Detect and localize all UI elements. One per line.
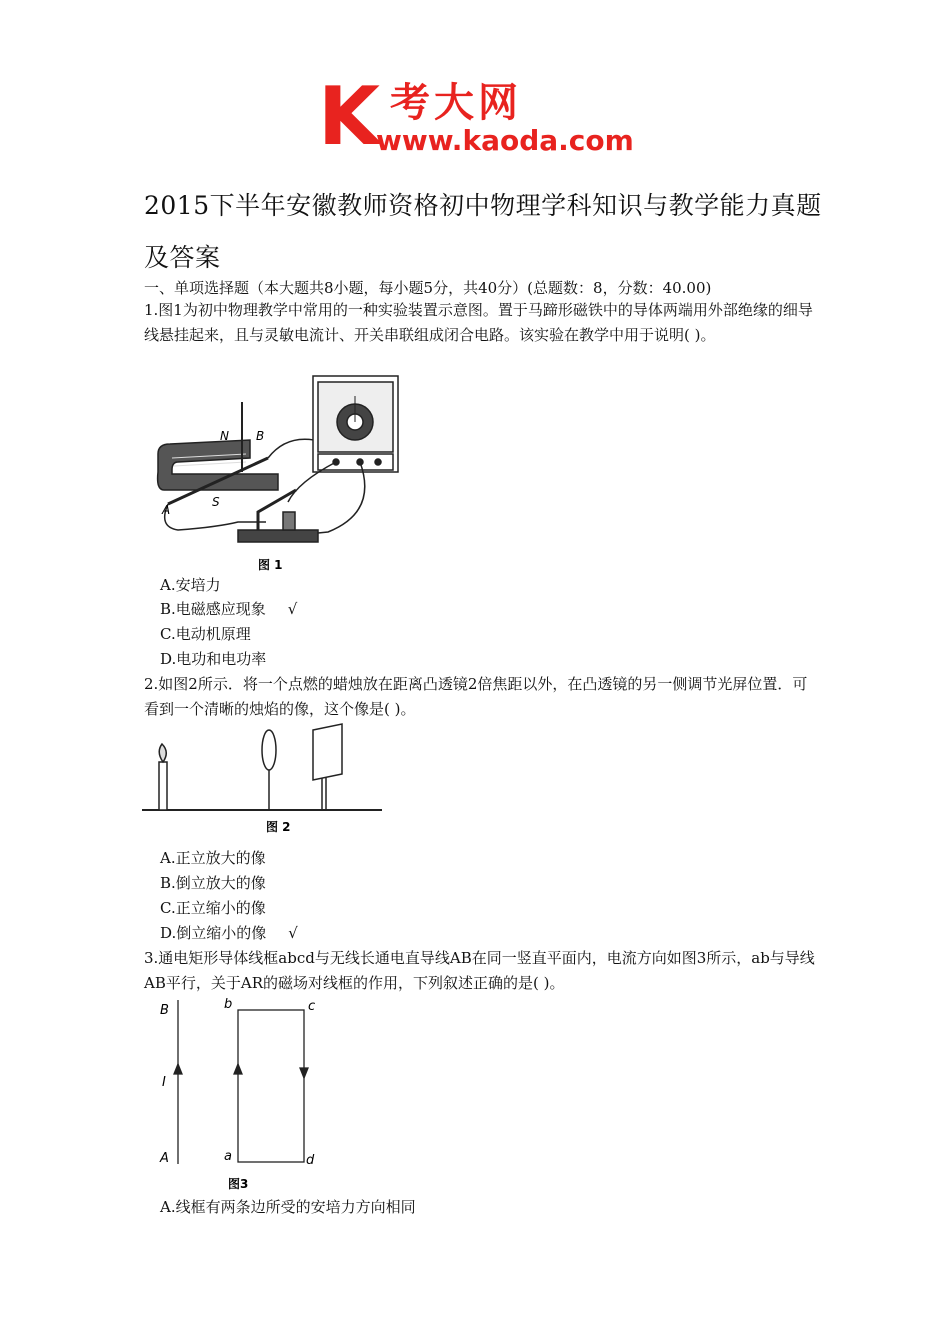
figure-3-label-current: I bbox=[162, 1075, 166, 1090]
question-2-option-b: B.倒立放大的像 bbox=[160, 874, 266, 892]
question-3-option-a: A.线框有两条边所受的安培力方向相同 bbox=[160, 1198, 416, 1216]
question-3-stem: 3.通电矩形导体线框abcd与无线长通电直导线AB在同一竖直平面内，电流方向如图3所示，ab与导线AB平行，关于AR的磁场对线框的作用，下列叙述正确的是( )。 bbox=[144, 949, 815, 992]
figure-2-caption: 图 2 bbox=[266, 820, 291, 834]
figure-1-apparatus bbox=[138, 372, 418, 577]
logo-brand-cn: 考大网 bbox=[390, 80, 522, 126]
logo-graphic bbox=[318, 78, 638, 160]
answer-check-mark: √ bbox=[287, 600, 298, 618]
figure-3-label-c: c bbox=[308, 999, 316, 1014]
question-2-option-c: C.正立缩小的像 bbox=[160, 899, 266, 917]
figure-3-label-b-upper: B bbox=[160, 1003, 169, 1018]
question-1-option-a: A.安培力 bbox=[160, 576, 221, 594]
figure-1-label-b: B bbox=[256, 429, 265, 443]
question-1-option-c: C.电动机原理 bbox=[160, 625, 251, 643]
figure-2-optics bbox=[142, 722, 387, 837]
figure-1-label-a: A bbox=[162, 503, 171, 517]
question-1-option-b: B.电磁感应现象 √ bbox=[160, 600, 298, 618]
document-title: 2015下半年安徽教师资格初中物理学科知识与教学能力真题及答案 bbox=[144, 191, 822, 272]
figure-3-label-b: b bbox=[224, 997, 233, 1012]
figure-3-label-a: a bbox=[224, 1149, 232, 1164]
logo-brand-url: www.kaoda.com bbox=[376, 124, 634, 157]
figure-3-caption: 图3 bbox=[228, 1177, 249, 1191]
question-2-option-d: D.倒立缩小的像 √ bbox=[160, 924, 298, 942]
logo-k-letter: K bbox=[318, 78, 380, 160]
figure-3-label-a-upper: A bbox=[160, 1151, 169, 1166]
kaoda-logo bbox=[318, 78, 638, 160]
figure-1-label-s: S bbox=[212, 495, 220, 509]
figure-1-label-n: N bbox=[220, 429, 229, 443]
question-2-option-a: A.正立放大的像 bbox=[160, 849, 266, 867]
figure-3-wire-frame bbox=[150, 992, 330, 1192]
question-1-stem: 1.图1为初中物理教学中常用的一种实验装置示意图。置于马蹄形磁铁中的导体两端用外部绝缘的细导线悬挂起来，且与灵敏电流计、开关串联组成闭合电路。该实验在教学中用于说明( )。 bbox=[144, 301, 813, 344]
answer-check-mark: √ bbox=[288, 924, 298, 942]
question-1-option-d: D.电功和电功率 bbox=[160, 650, 267, 668]
figure-1-caption: 图 1 bbox=[258, 558, 283, 572]
figure-3-label-d: d bbox=[306, 1153, 315, 1168]
section-header: 一、单项选择题（本大题共8小题，每小题5分，共40分）(总题数：8，分数：40.00) bbox=[144, 279, 712, 297]
question-2-stem: 2.如图2所示．将一个点燃的蜡烛放在距离凸透镜2倍焦距以外，在凸透镜的另一侧调节光屏位置．可看到一个清晰的烛焰的像，这个像是( )。 bbox=[144, 675, 808, 718]
